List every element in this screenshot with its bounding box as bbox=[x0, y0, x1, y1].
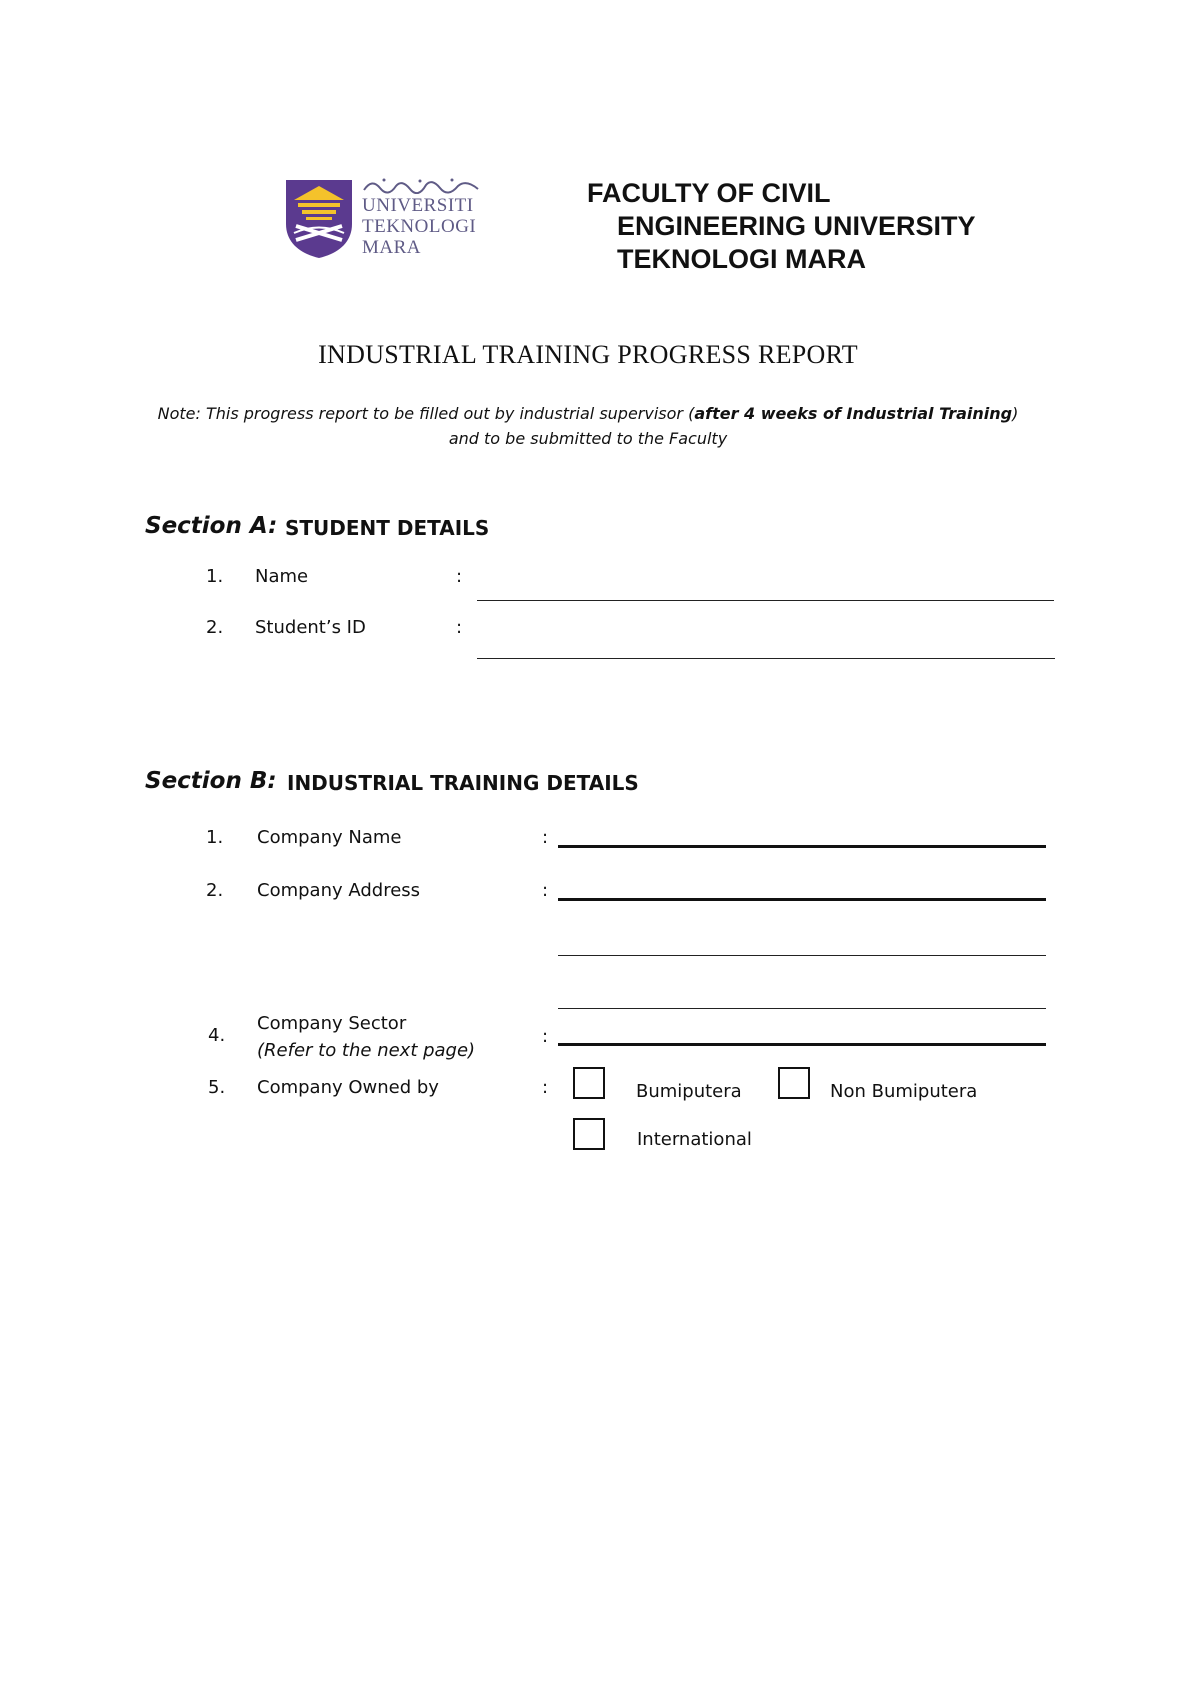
section-b-title: INDUSTRIAL TRAINING DETAILS bbox=[287, 771, 639, 795]
field-number: 1. bbox=[206, 827, 224, 848]
company-address-colon: : bbox=[542, 880, 549, 901]
note-text: Note: This progress report to be filled out by industrial supervisor ( bbox=[157, 404, 695, 423]
international-checkbox[interactable] bbox=[573, 1118, 605, 1150]
non-bumiputera-checkbox[interactable] bbox=[778, 1067, 810, 1099]
company-address-field-line-2[interactable] bbox=[558, 955, 1046, 956]
student-id-field-line[interactable] bbox=[477, 658, 1055, 659]
company-sector-label: Company Sector bbox=[257, 1013, 407, 1034]
company-address-label: Company Address bbox=[257, 880, 421, 901]
uitm-logo bbox=[284, 176, 484, 262]
field-number: 2. bbox=[206, 880, 224, 901]
note-line1 bbox=[0, 404, 1176, 423]
company-owned-label: Company Owned by bbox=[257, 1077, 439, 1098]
company-name-field-line[interactable] bbox=[558, 845, 1046, 848]
name-colon: : bbox=[456, 566, 463, 587]
logo-word-universiti: UNIVERSITI bbox=[362, 195, 474, 216]
company-sector-colon: : bbox=[542, 1026, 549, 1047]
company-name-label: Company Name bbox=[257, 827, 402, 848]
bumiputera-checkbox[interactable] bbox=[573, 1067, 605, 1099]
faculty-title-line3: TEKNOLOGI MARA bbox=[617, 244, 866, 274]
section-a-label: Section A: bbox=[145, 513, 278, 539]
company-address-field-line-3[interactable] bbox=[558, 1008, 1046, 1009]
company-sector-field-line[interactable] bbox=[558, 1043, 1046, 1046]
name-label: Name bbox=[255, 566, 309, 587]
name-field-line[interactable] bbox=[477, 600, 1054, 601]
note-close: ) bbox=[1012, 404, 1019, 423]
company-address-field-line-1[interactable] bbox=[558, 898, 1046, 901]
field-number: 4. bbox=[208, 1025, 226, 1046]
logo-word-teknologi: TEKNOLOGI bbox=[362, 216, 477, 237]
bumiputera-label: Bumiputera bbox=[636, 1081, 742, 1102]
student-id-label: Student’s ID bbox=[255, 617, 366, 638]
international-label: International bbox=[637, 1129, 752, 1150]
company-sector-sublabel: (Refer to the next page) bbox=[257, 1040, 476, 1061]
field-number: 2. bbox=[206, 617, 224, 638]
field-number: 5. bbox=[208, 1077, 226, 1098]
section-b-label: Section B: bbox=[145, 768, 277, 794]
note-emphasis: after 4 weeks of Industrial Training bbox=[694, 404, 1013, 423]
company-owned-colon: : bbox=[542, 1077, 549, 1098]
faculty-title-line1: FACULTY OF CIVIL bbox=[587, 178, 831, 208]
logo-arabic-script bbox=[362, 176, 480, 194]
faculty-title-line2: ENGINEERING UNIVERSITY bbox=[617, 211, 976, 241]
student-id-colon: : bbox=[456, 617, 463, 638]
field-number: 1. bbox=[206, 566, 224, 587]
non-bumiputera-label: Non Bumiputera bbox=[830, 1081, 978, 1102]
report-title: INDUSTRIAL TRAINING PROGRESS REPORT bbox=[318, 340, 858, 369]
company-name-colon: : bbox=[542, 827, 549, 848]
uitm-crest-icon bbox=[284, 178, 354, 260]
section-a-title: STUDENT DETAILS bbox=[285, 516, 490, 540]
logo-word-mara: MARA bbox=[362, 237, 422, 258]
note-line2: and to be submitted to the Faculty bbox=[448, 429, 728, 448]
